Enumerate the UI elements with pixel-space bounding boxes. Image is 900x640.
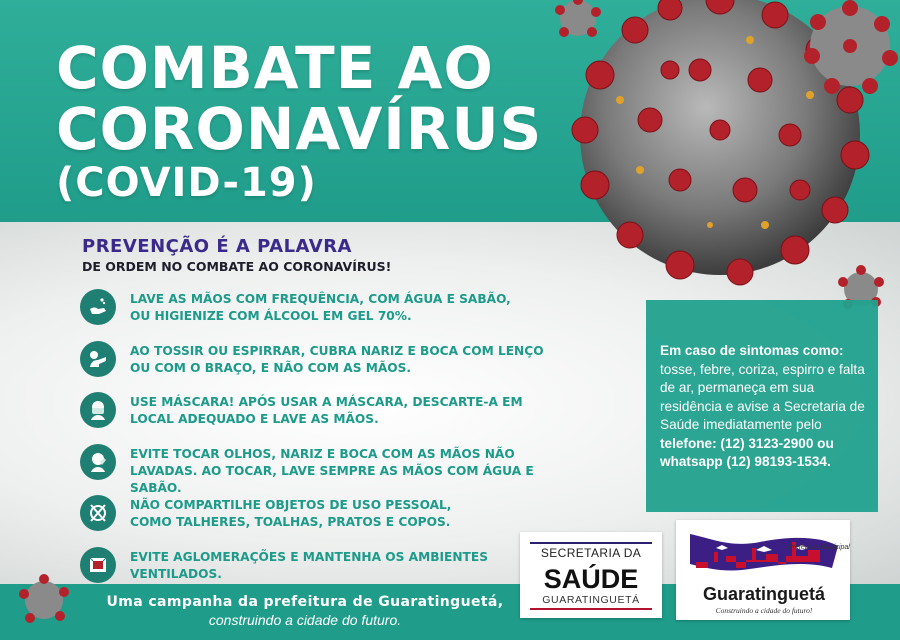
title-line-2: CORONAVÍRUS [56, 95, 543, 163]
list-item [80, 441, 550, 495]
list-item [80, 544, 550, 588]
title-line-3: (COVID-19) [56, 160, 317, 206]
tip-line: VENTILADOS. [130, 566, 222, 581]
title-line-1: COMBATE AO [56, 34, 494, 102]
tip-line: LOCAL ADEQUADO E LAVE AS MÃOS. [130, 412, 379, 426]
city-skyline-icon [686, 528, 842, 586]
page-title [56, 34, 543, 206]
tip-line: LAVADAS. AO TOCAR, LAVE SEMPRE AS MÃOS COM ÁGUA E SABÃO. [130, 463, 534, 495]
list-item [80, 338, 550, 382]
small-virus-icon [796, 0, 900, 100]
open-window-icon [80, 547, 116, 583]
list-item [80, 492, 550, 536]
footer [0, 594, 610, 628]
face-mask-icon [80, 392, 116, 428]
tip-line: AO TOSSIR OU ESPIRRAR, CUBRA NARIZ E BOCA COM LENÇO [130, 343, 544, 358]
cutlery-plate-icon [80, 495, 116, 531]
symptoms-info-box [646, 300, 878, 512]
tip-line: USE MÁSCARA! APÓS USAR A MÁSCARA, DESCARTE-A EM [130, 395, 523, 409]
footer-line-1: Uma campanha da prefeitura de Guaratinguetá, [106, 594, 504, 610]
symptoms-text [660, 342, 868, 472]
list-item [80, 389, 550, 433]
prefeitura-guaratingueta-logo [676, 520, 850, 620]
footer-line-2: construindo a cidade do futuro. [208, 612, 402, 628]
city-slogan: Construindo a cidade do futuro! [715, 606, 813, 615]
city-name: Guaratinguetá [702, 584, 826, 604]
subtitle-line-2: DE ORDEM NO COMBATE AO CORONAVÍRUS! [82, 259, 392, 274]
small-virus-icon [548, 0, 608, 46]
logo-saude-line-3: GUARATINGUETÁ [530, 594, 652, 610]
face-touch-icon [80, 444, 116, 480]
symptoms-body: tosse, febre, coriza, espirro e falta de ar, permaneça em sua residência e avise a Secretaria de Saúde imediatamente pelo [660, 361, 865, 432]
prefeitura-label: Prefeitura Municipal [788, 544, 850, 551]
tip-line: EVITE TOCAR OLHOS, NARIZ E BOCA COM AS MÃOS NÃO [130, 446, 515, 461]
handwash-icon [80, 289, 116, 325]
tip-line: OU COM O BRAÇO, E NÃO COM AS MÃOS. [130, 360, 412, 375]
subtitle [82, 236, 391, 274]
symptoms-heading: Em caso de sintomas como: [660, 343, 844, 358]
prevention-tips-list [80, 286, 550, 595]
logo-saude-line-2: SAÚDE [543, 564, 639, 594]
tip-line: COMO TALHERES, TOALHAS, PRATOS E COPOS. [130, 515, 451, 529]
logo-saude-line-1: SECRETARIA DA [530, 542, 652, 560]
list-item [80, 286, 550, 330]
tip-line: NÃO COMPARTILHE OBJETOS DE USO PESSOAL, [130, 498, 452, 512]
tip-line: LAVE AS MÃOS COM FREQUÊNCIA, COM ÁGUA E SABÃO, [130, 292, 511, 306]
subtitle-line-1: PREVENÇÃO É A PALAVRA [82, 236, 352, 257]
whatsapp-number: whatsapp (12) 98193-1534. [660, 454, 831, 469]
tip-line: OU HIGIENIZE COM ÁLCOOL EM GEL 70%. [130, 309, 412, 323]
phone-number: telefone: (12) 3123-2900 ou [660, 435, 834, 451]
sneeze-elbow-icon [80, 341, 116, 377]
tip-line: EVITE AGLOMERAÇÕES E MANTENHA OS AMBIENTES [130, 549, 488, 564]
